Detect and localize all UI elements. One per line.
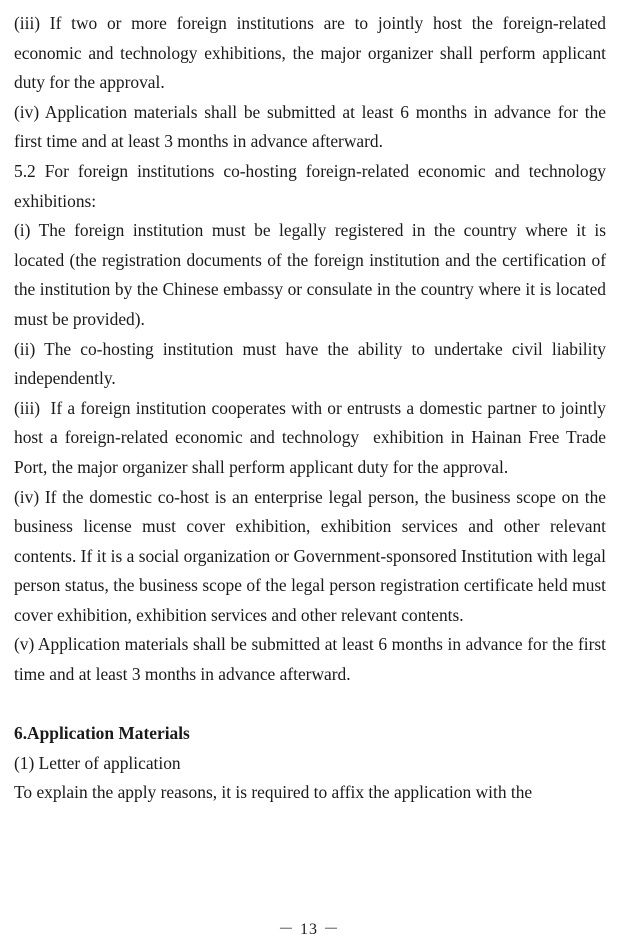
section-heading: 6.Application Materials bbox=[14, 723, 190, 744]
paragraph-5-2-co-hosting: 5.2 For foreign institutions co-hosting foreign-related economic and technology exhibitions: bbox=[14, 160, 606, 211]
paragraph-iii-joint-hosting: (iii) If two or more foreign institutions are to jointly host the foreign-related economic and technology exhibitions, the major organizer shall perform applicant duty for the approval. bbox=[14, 13, 606, 93]
paragraph-apply-reasons: To explain the apply reasons, it is required to affix the application with the bbox=[14, 782, 533, 803]
blank-line bbox=[14, 690, 606, 720]
page-number: － 13 － bbox=[277, 921, 340, 938]
paragraph-ii-civil-liability: (ii) The co-hosting institution must have the ability to undertake civil liability independently. bbox=[14, 338, 606, 389]
paragraph-iv-submission-timing: (iv) Application materials shall be submitted at least 6 months in advance for the first time and at least 3 months in advance afterward. bbox=[14, 101, 606, 152]
paragraph-v-submission-timing: (v) Application materials shall be submitted at least 6 months in advance for the first time and at least 3 months in advance afterward. bbox=[14, 634, 606, 685]
page-body bbox=[14, 9, 611, 808]
paragraph-iii-domestic-partner: (iii) If a foreign institution cooperates with or entrusts a domestic partner to jointly host a foreign-related economic and technology exhibition in Hainan Free Trade Port, the major organizer shall perform applicant duty for the approval. bbox=[14, 397, 611, 477]
paragraph-letter-of-application: (1) Letter of application bbox=[14, 752, 181, 773]
paragraph-iv-business-scope: (iv) If the domestic co-host is an enterprise legal person, the business scope on the business license must cover exhibition, exhibition services and other relevant contents. If it is a social organization or Government-sponsored Institution with legal person status, the business scope of the legal person registration certificate held must cover exhibition, exhibition services and other relevant contents. bbox=[14, 486, 606, 625]
paragraph-i-registration: (i) The foreign institution must be legally registered in the country where it is located (the registration documents of the foreign institution and the certification of the institution by the Chinese embassy or consulate in the country where it is located must be provided). bbox=[14, 220, 606, 329]
